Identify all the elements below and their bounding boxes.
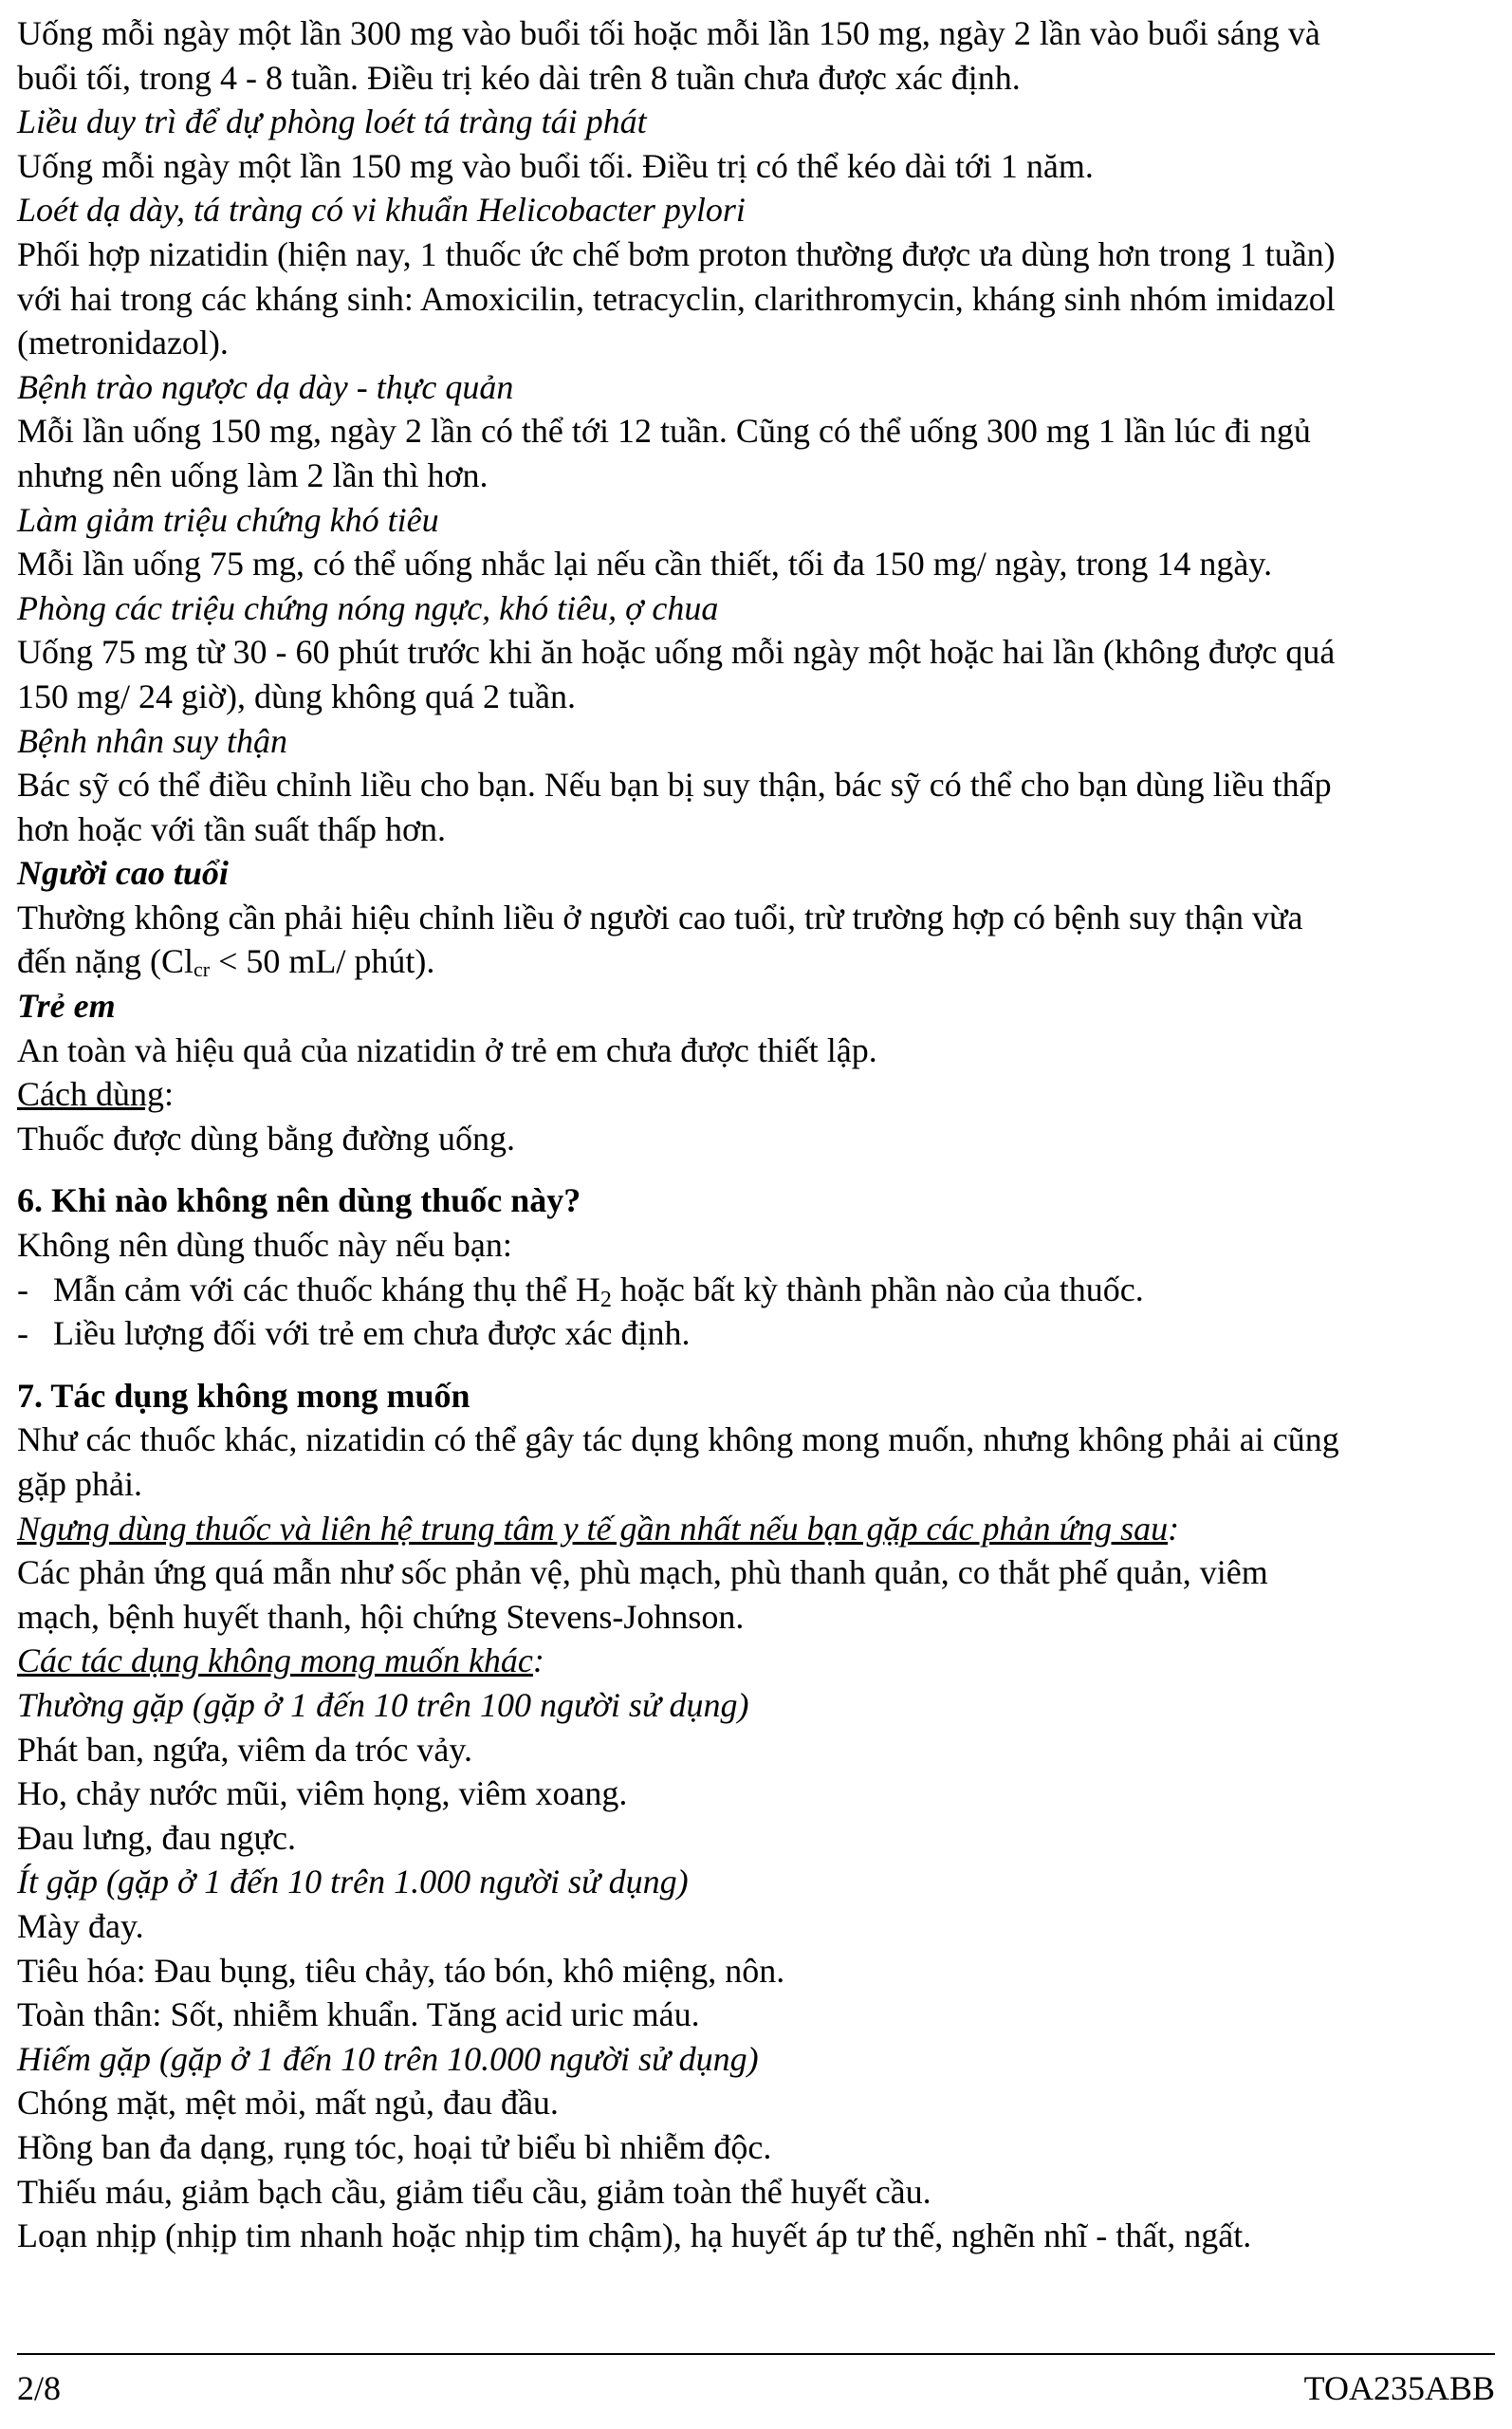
subheading-heartburn-prevention: Phòng các triệu chứng nóng ngực, khó tiêu, ợ chua [17, 588, 719, 627]
body-text: Mỗi lần uống 75 mg, có thể uống nhắc lại nếu cần thiết, tối đa 150 mg/ ngày, trong 14 ngày. [17, 545, 1273, 584]
body-text: Không nên dùng thuốc này nếu bạn: [17, 1226, 512, 1265]
section-gap [17, 1356, 1495, 1374]
subheading-renal-impairment: Bệnh nhân suy thận [17, 721, 287, 760]
body-text: Ho, chảy nước mũi, viêm họng, viêm xoang. [17, 1774, 628, 1813]
heading-elderly: Người cao tuổi [17, 854, 229, 893]
section-7-title: 7. Tác dụng không mong muốn [17, 1376, 470, 1415]
heading-other-effects: Các tác dụng không mong muốn khác [17, 1641, 533, 1680]
body-text: Thuốc được dùng bằng đường uống. [17, 1119, 516, 1158]
clearance-text-start: đến nặng (Cl [17, 942, 194, 981]
subheading-gerd: Bệnh trào ngược dạ dày - thực quản [17, 367, 514, 406]
heading-other-line [17, 1639, 1495, 1683]
h2-subscript: 2 [599, 1287, 612, 1312]
list-item [17, 1311, 1495, 1356]
bullet-dash: - [17, 1314, 28, 1353]
body-text-clearance [17, 939, 1495, 984]
body-text: Uống 75 mg từ 30 - 60 phút trước khi ăn hoặc uống mỗi ngày một hoặc hai lần (không được quá [17, 633, 1336, 672]
subheading-rare: Hiếm gặp (gặp ở 1 đến 10 trên 10.000 người sử dụng) [17, 2039, 759, 2078]
body-text: Phối hợp nizatidin (hiện nay, 1 thuốc ức chế bơm proton thường được ưa dùng hơn trong 1 tuần) [17, 234, 1336, 273]
heading-usage-line [17, 1072, 1495, 1117]
leaflet-page [17, 11, 1495, 2258]
body-text: mạch, bệnh huyết thanh, hội chứng Stevens-Johnson. [17, 1597, 745, 1636]
body-text: gặp phải. [17, 1465, 142, 1503]
body-text: Các phản ứng quá mẫn như sốc phản vệ, phù mạch, phù thanh quản, co thắt phế quản, viêm [17, 1553, 1268, 1592]
body-text: Mày đay. [17, 1906, 144, 1945]
body-text: Uống mỗi ngày một lần 150 mg vào buổi tối. Điều trị có thể kéo dài tới 1 năm. [17, 146, 1094, 185]
body-text: với hai trong các kháng sinh: Amoxicilin, tetracyclin, clarithromycin, kháng sinh nhóm imidazol [17, 279, 1336, 318]
body-text: (metronidazol). [17, 324, 229, 362]
heading-children: Trẻ em [17, 987, 116, 1026]
subheading-maintenance-dose: Liều duy trì để dự phòng loét tá tràng tái phát [17, 102, 647, 141]
body-text: nhưng nên uống làm 2 lần thì hơn. [17, 455, 489, 494]
bullet-dash: - [17, 1270, 28, 1308]
body-text: Thiếu máu, giảm bạch cầu, giảm tiểu cầu, giảm toàn thể huyết cầu. [17, 2172, 931, 2211]
colon: : [532, 1641, 544, 1680]
colon: : [163, 1075, 174, 1114]
page-number: 2/8 [17, 2369, 62, 2407]
body-text: Đau lưng, đau ngực. [17, 1818, 296, 1857]
body-text: Hồng ban đa dạng, rụng tóc, hoại tử biểu bì nhiễm độc. [17, 2127, 772, 2166]
list-item-text: Liều lượng đối với trẻ em chưa được xác định. [53, 1314, 691, 1353]
heading-stop-use: Ngưng dùng thuốc và liên hệ trung tâm y tế gần nhất nếu bạn gặp các phản ứng sau [17, 1509, 1169, 1548]
body-text: Uống mỗi ngày một lần 300 mg vào buổi tối hoặc mỗi lần 150 mg, ngày 2 lần vào buổi sáng và [17, 14, 1320, 52]
section-6-title: 6. Khi nào không nên dùng thuốc này? [17, 1181, 581, 1220]
subheading-common: Thường gặp (gặp ở 1 đến 10 trên 100 người sử dụng) [17, 1685, 749, 1724]
body-text: Mỗi lần uống 150 mg, ngày 2 lần có thể tới 12 tuần. Cũng có thể uống 300 mg 1 lần lúc đi ngủ [17, 412, 1311, 451]
body-text: Loạn nhịp (nhịp tim nhanh hoặc nhịp tim chậm), hạ huyết áp tư thế, nghẽn nhĩ - thất, ngất. [17, 2216, 1252, 2255]
body-text: Chóng mặt, mệt mỏi, mất ngủ, đau đầu. [17, 2084, 559, 2123]
heading-stop-line [17, 1507, 1495, 1551]
body-text: hơn hoặc với tần suất thấp hơn. [17, 809, 447, 848]
body-text: Phát ban, ngứa, viêm da tróc vảy. [17, 1730, 473, 1769]
body-text: 150 mg/ 24 giờ), dùng không quá 2 tuần. [17, 677, 576, 715]
list-item [17, 1268, 1495, 1312]
section-gap [17, 1160, 1495, 1178]
clearance-text-end: < 50 mL/ phút). [210, 942, 435, 981]
body-text: Toàn thân: Sốt, nhiễm khuẩn. Tăng acid uric máu. [17, 1995, 700, 2034]
body-text: buổi tối, trong 4 - 8 tuần. Điều trị kéo dài trên 8 tuần chưa được xác định. [17, 58, 1021, 97]
footer-divider [17, 2353, 1495, 2355]
heading-usage: Cách dùng [17, 1075, 164, 1114]
body-text: Thường không cần phải hiệu chỉnh liều ở người cao tuổi, trừ trường hợp có bệnh suy thận vừa [17, 898, 1303, 936]
document-code: TOA235ABB [1303, 2369, 1495, 2407]
body-text: Tiêu hóa: Đau bụng, tiêu chảy, táo bón, khô miệng, nôn. [17, 1951, 785, 1990]
subheading-uncommon: Ít gặp (gặp ở 1 đến 10 trên 1.000 người sử dụng) [17, 1863, 689, 1901]
subheading-dyspepsia: Làm giảm triệu chứng khó tiêu [17, 500, 439, 539]
list-item-text-end: hoặc bất kỳ thành phần nào của thuốc. [611, 1270, 1144, 1308]
body-text: An toàn và hiệu quả của nizatidin ở trẻ em chưa được thiết lập. [17, 1030, 877, 1069]
body-text: Bác sỹ có thể điều chỉnh liều cho bạn. Nếu bạn bị suy thận, bác sỹ có thể cho bạn dùng liều thấp [17, 766, 1332, 805]
list-item-text [53, 1268, 1144, 1312]
colon: : [1168, 1509, 1180, 1548]
body-text: Như các thuốc khác, nizatidin có thể gây tác dụng không mong muốn, nhưng không phải ai cũng [17, 1420, 1339, 1459]
clearance-subscript: cr [193, 957, 211, 982]
list-item-text-start: Mẫn cảm với các thuốc kháng thụ thể H [53, 1270, 600, 1308]
subheading-helicobacter: Loét dạ dày, tá tràng có vi khuẩn Helicobacter pylori [17, 191, 746, 230]
